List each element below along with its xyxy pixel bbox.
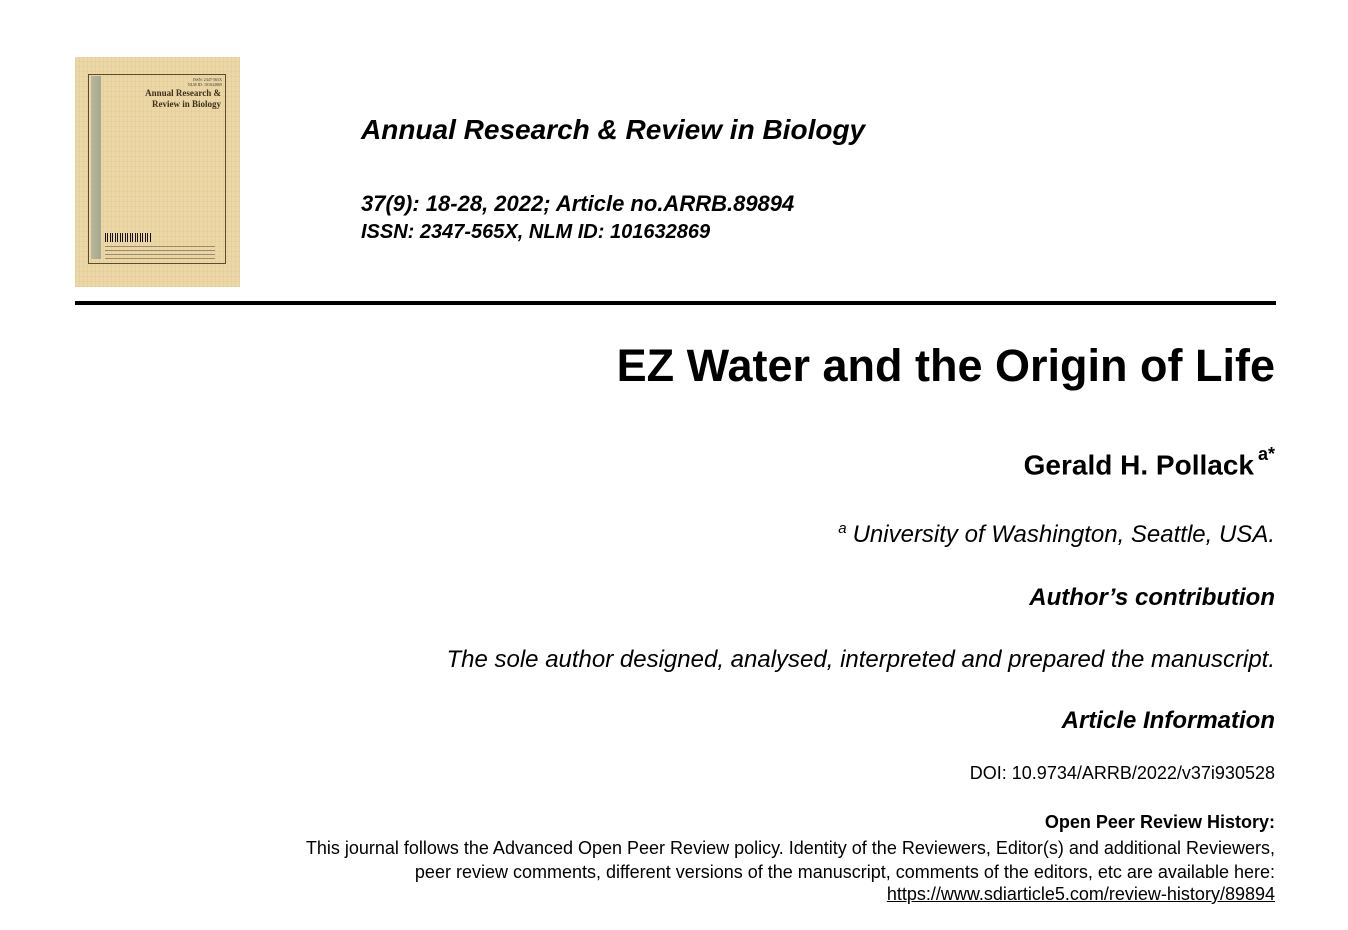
author-superscript: a*: [1257, 444, 1275, 464]
journal-issn: ISSN: 2347-565X, NLM ID: 101632869: [361, 221, 711, 243]
journal-title: Annual Research & Review in Biology: [361, 114, 866, 145]
paper-title: EZ Water and the Origin of Life: [616, 340, 1275, 391]
author-line: [1023, 444, 1275, 481]
peer-review-text: [306, 836, 1275, 884]
cover-title: Annual Research & Review in Biology: [145, 88, 221, 109]
affiliation-line: [838, 520, 1275, 549]
journal-cover-image: [75, 57, 240, 287]
contribution-text: The sole author designed, analysed, interpreted and prepared the manuscript.: [446, 646, 1275, 673]
affiliation-superscript: a: [838, 520, 847, 537]
affiliation: University of Washington, Seattle, USA.: [852, 521, 1275, 548]
doi: DOI: 10.9734/ARRB/2022/v37i930528: [969, 763, 1275, 783]
cover-issn: ISSN: 2347-565X NLM ID: 101632869: [187, 77, 222, 87]
barcode-icon: [105, 233, 151, 242]
article-info-heading: Article Information: [1061, 707, 1275, 734]
journal-citation: 37(9): 18-28, 2022; Article no.ARRB.89894: [361, 191, 795, 216]
peer-review-line-2: peer review comments, different versions of the manuscript, comments of the editors, etc are available here:: [414, 862, 1275, 882]
contribution-heading: Author’s contribution: [1029, 584, 1275, 611]
author-name: Gerald H. Pollack: [1023, 449, 1254, 481]
cover-fine-print: [105, 246, 215, 262]
peer-review-heading: Open Peer Review History:: [1044, 812, 1275, 832]
peer-review-line-1: This journal follows the Advanced Open Peer Review policy. Identity of the Reviewers, Editor(s) and additional Reviewers,: [305, 838, 1275, 858]
review-history-link[interactable]: https://www.sdiarticle5.com/review-history/89894: [886, 884, 1275, 904]
header-divider: [75, 301, 1276, 305]
